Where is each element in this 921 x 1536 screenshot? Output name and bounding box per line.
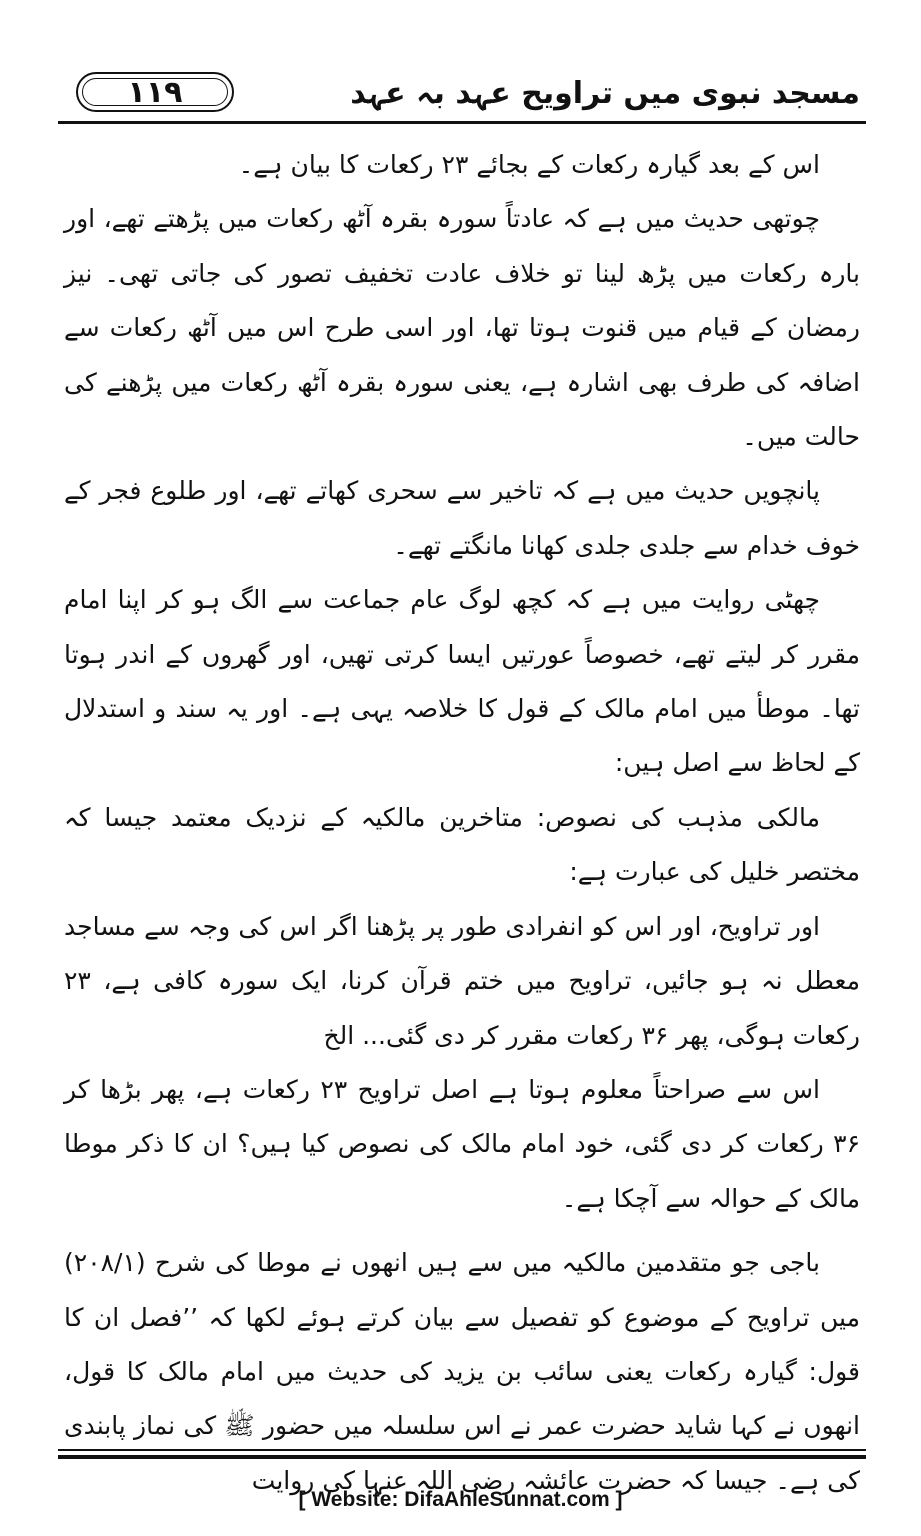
website-footer: [ Website: DifaAhleSunnat.com ] [298,1488,623,1511]
footer-rule-thick [58,1455,866,1459]
header-rule [58,121,866,124]
page-header [60,62,860,118]
paragraph-4: چھٹی روایت میں ہے کہ کچھ لوگ عام جماعت سے الگ ہو کر اپنا امام مقرر کر لیتے تھے، خصوصاً عورتیں ایسا کرتی تھیں، اور گھروں کے اندر ہوتا تھا۔ موطأ میں امام مالک کے قول کا خلاصہ یہی ہے۔ اور یہ سند و استدلال کے لحاظ سے اصل ہیں: [64,585,860,778]
page-body [64,138,860,1508]
paragraph-1: اس کے بعد گیارہ رکعات کے بجائے ۲۳ رکعات کا بیان ہے۔ [238,150,820,179]
running-head: مسجد نبوی میں تراویح عہد بہ عہد [350,76,860,111]
paragraph-2: چوتھی حدیث میں ہے کہ عادتاً سورہ بقرہ آٹھ رکعات میں پڑھتے تھے، اور بارہ رکعات میں پڑھ لینا تو خلاف عادت تخفیف تصور کی جاتی تھی۔ نیز رمضان کے قیام میں قنوت ہوتا تھا، اور اسی طرح اس میں آٹھ رکعات سے اضافہ کی طرف بھی اشارہ ہے، یعنی سورہ بقرہ آٹھ رکعات میں پڑھنے کی حالت میں۔ [64,204,860,452]
paragraph-3: پانچویں حدیث میں ہے کہ تاخیر سے سحری کھاتے تھے، اور طلوع فجر کے خوف خدام سے جلدی جلدی کھانا مانگتے تھے۔ [64,476,860,560]
paragraph-6: اور تراویح، اور اس کو انفرادی طور پر پڑھنا اگر اس کی وجہ سے مساجد معطل نہ ہو جائیں، تراویح میں ختم قرآن کرنا، ایک سورہ کافی ہے، ۲۳ رکعات ہوگی، پھر ۳۶ رکعات مقرر کر دی گئی... الخ [64,911,860,1050]
paragraph-5: مالکی مذہب کی نصوص: متاخرین مالکیہ کے نزدیک معتمد جیسا کہ مختصر خلیل کی عبارت ہے: [64,802,860,887]
page-number: ۱۱۹ [127,74,183,110]
paragraph-7: اس سے صراحتاً معلوم ہوتا ہے اصل تراویح ۲۳ رکعات ہے، پھر بڑھا کر ۳۶ رکعات کر دی گئی، خود امام مالک کی نصوص کیا ہیں؟ ان کا ذکر موطا مالک کے حوالہ سے آچکا ہے۔ [64,1074,860,1213]
paragraph-8: باجی جو متقدمین مالکیہ میں سے ہیں انھوں نے موطا کی شرح (۲۰۸/۱) میں تراویح کے موضوع کو تفصیل سے بیان کرتے ہوئے لکھا کہ ’’فصل ان کا قول: گیارہ رکعات یعنی سائب بن یزید کی حدیث میں امام مالک کا قول، انھوں نے کہا شاید حضرت عمر نے اس سلسلہ میں حضور ﷺ کی نماز پابندی کی ہے۔ جیسا کہ حضرت عائشہ رضی اللہ عنہا کی روایت [64,1248,860,1495]
footer-rule-thin [58,1449,866,1451]
page-number-frame [76,72,234,112]
